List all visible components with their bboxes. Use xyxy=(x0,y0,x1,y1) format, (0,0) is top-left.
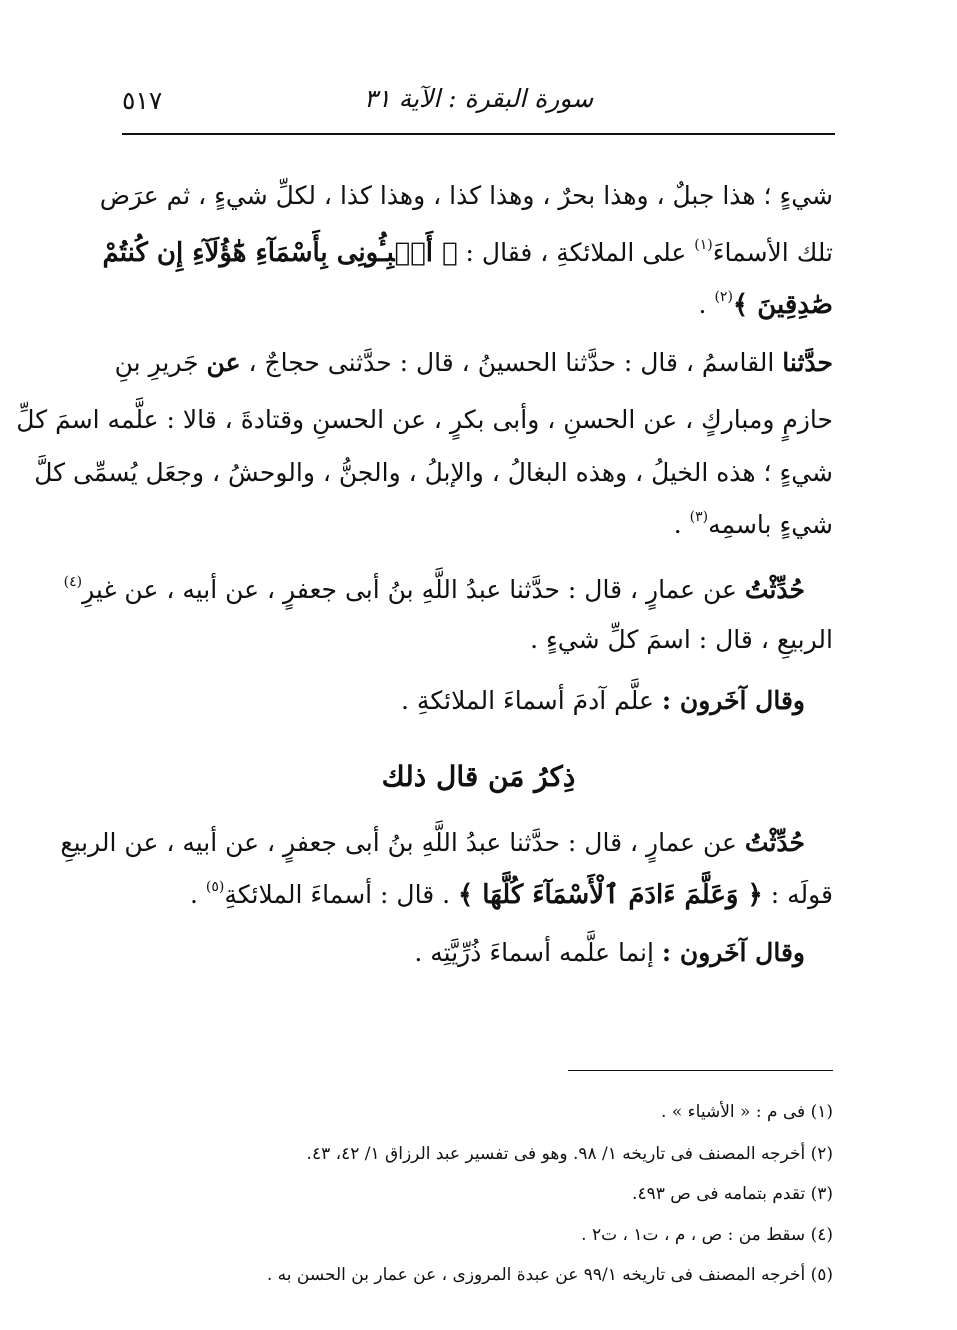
p1-line-1: شيءٍ ؛ هذا جبلٌ ، وهذا بحرٌ ، وهذا كذا ، وهذا كذا ، لكلِّ شيءٍ ، ثم عرَض xyxy=(99,181,833,210)
isnad-bold: عن xyxy=(206,348,241,377)
footnote-5: (٥) أخرجه المصنف فى تاريخه ٩٩/١ عن عبدة المروزى ، عن عمار بن الحسن به . xyxy=(266,1265,833,1285)
text: قولَه : xyxy=(770,880,833,909)
p2-line-1 xyxy=(114,348,833,377)
footnote-2: (٢) أخرجه المصنف فى تاريخه ١/ ٩٨. وهو فى تفسير عبد الرزاق ١/ ٤٢، ٤٣. xyxy=(306,1144,833,1164)
footnote-ref-2: (٢) xyxy=(714,289,733,305)
p2-line-4 xyxy=(124,510,833,537)
footnote-ref-1: (١) xyxy=(694,237,713,253)
p1-line-3 xyxy=(124,290,833,318)
p4-line xyxy=(124,688,805,713)
p2-line-3: شيءٍ ؛ هذه الخيلُ ، وهذه البغالُ ، والإبلُ ، والجنُّ ، والوحشُ ، وجعَل يُسمِّى كلَّ xyxy=(34,458,833,487)
isnad-bold: حُدِّثْتُ xyxy=(744,575,805,604)
footnote-ref-3: (٣) xyxy=(689,509,709,525)
text: على الملائكةِ ، فقال : xyxy=(465,238,687,267)
period: . xyxy=(189,880,198,909)
text: شيءٍ باسمِه xyxy=(708,510,833,539)
footnote-ref-5: (٥) xyxy=(205,879,225,895)
isnad-bold: حدَّثنا xyxy=(782,348,833,377)
quran-quote: ﴿ أَنۢبِـُٔونِى بِأَسْمَآءِ هَٰٓؤُلَآءِ إِن كُنتُمْ xyxy=(102,238,458,268)
period: . xyxy=(698,290,707,319)
text: جَريرِ بنِ xyxy=(114,348,199,377)
p6-line xyxy=(124,940,805,965)
text: تلك الأسماءَ xyxy=(712,238,833,267)
isnad-bold: حُدِّثْتُ xyxy=(744,828,805,857)
footnote-4: (٤) سقط من : ص ، م ، ت١ ، ت٢ . xyxy=(581,1225,833,1245)
text: عن عمارٍ ، قال : حدَّثنا عبدُ اللَّهِ بنُ أبى جعفرٍ ، عن أبيه ، عن الربيعِ xyxy=(60,828,737,857)
p3-line-2: الربيعِ ، قال : اسمَ كلِّ شيءٍ . xyxy=(530,625,833,654)
p3-line-1 xyxy=(63,574,805,604)
said-others-bold: وقال آخَرون : xyxy=(661,938,805,967)
footnote-ref-4: (٤) xyxy=(63,574,83,590)
quran-quote: ﴿ وَعَلَّمَ ءَادَمَ ٱلْأَسْمَآءَ كُلَّهَا ﴾ xyxy=(458,880,763,910)
p5-line-2 xyxy=(124,880,833,908)
section-heading: ذِكرُ مَن قال ذلك xyxy=(381,760,576,793)
text: إنما علَّمه أسماءَ ذُرِّيَّتِه . xyxy=(414,938,654,967)
header-title: سورة البقرة : الآية ٣١ xyxy=(363,84,594,113)
p2-line-2: حازمٍ ومباركٍ ، عن الحسنِ ، وأبى بكرٍ ، عن الحسنِ وقتادةَ ، قالا : علَّمه اسمَ كلِّ xyxy=(16,405,833,434)
header-rule xyxy=(122,133,835,135)
text: عن عمارٍ ، قال : حدَّثنا عبدُ اللَّهِ بنُ أبى جعفرٍ ، عن أبيه ، عن غيرِ xyxy=(82,575,737,604)
said-others-bold: وقال آخَرون : xyxy=(661,686,805,715)
p5-line-1 xyxy=(60,828,805,857)
footnote-rule xyxy=(568,1070,833,1071)
quran-quote: صَٰدِقِينَ ﴾ xyxy=(732,290,833,320)
footnote-1: (١) فى م : « الأشياء » . xyxy=(661,1102,833,1122)
text: القاسمُ ، قال : حدَّثنا الحسينُ ، قال : حدَّثنى حجاجٌ ، xyxy=(248,348,775,377)
running-header xyxy=(122,80,835,126)
p1-line-2 xyxy=(102,237,833,268)
period: . xyxy=(673,510,682,539)
text: علَّم آدمَ أسماءَ الملائكةِ . xyxy=(401,686,654,715)
text: . قال : أسماءَ الملائكةِ xyxy=(224,880,451,909)
footnote-3: (٣) تقدم بتمامه فى ص ٤٩٣. xyxy=(632,1184,833,1204)
page-number: ٥١٧ xyxy=(122,86,163,115)
